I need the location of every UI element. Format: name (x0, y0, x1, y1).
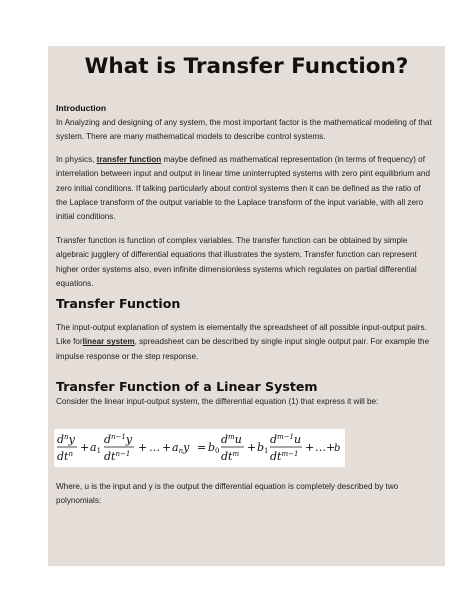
svg-text:dtm: $dt^m$ (221, 450, 240, 463)
svg-text:+: + (305, 441, 315, 454)
eq-term-dn1y (104, 433, 134, 463)
svg-text:=: = (197, 441, 207, 454)
svg-text:dtn: $dt^n$ (57, 450, 73, 463)
eq-term-dmu-dtm (221, 433, 244, 463)
svg-text:b: b (334, 443, 341, 454)
svg-text:b0: b0 (208, 441, 220, 455)
svg-text:…: … (149, 441, 160, 454)
linear-system-paragraph: Consider the linear input-output system, the differential equation (1) that express it will be: (56, 397, 379, 406)
eq-term-dm1u (270, 433, 302, 463)
differential-equation (54, 429, 345, 467)
intro-paragraph-2 (56, 153, 434, 224)
transfer-function-link[interactable]: transfer function (96, 155, 162, 164)
linear-system-link[interactable]: linear system (82, 337, 135, 347)
p2-text-end: maybe defined as mathematical representation (in terms of frequency) of interrelation between input and output in linear time uninterrupted systems with zero pint equilibrium and zero initial conditions. If talking particularly about control systems then it can be defined as the ratio of the Laplace transform of the output variable to the Laplace transform of the input variable, with all zero initial conditions. (56, 155, 430, 222)
svg-text:…: … (315, 441, 326, 454)
linear-system-heading: Transfer Function of a Linear System (56, 379, 318, 394)
transfer-function-paragraph (56, 321, 434, 364)
eq-term-dny-dtn (57, 433, 77, 463)
svg-text:dmu: $d^mu$ (221, 433, 242, 446)
svg-text:dtn−1: $dt^{n-1}$ (104, 450, 131, 463)
svg-text:dny: $d^ny$ (57, 433, 75, 446)
intro-paragraph-3: Transfer function is function of complex variables. The transfer function can be obtained by simple algebraic jugglery of differential equations that illustrates the system. Transfer function can represent higher order systems also, even infinite dimensionless systems which regulates on partial differential equations. (56, 236, 417, 288)
document-page (48, 46, 445, 566)
transfer-function-heading: Transfer Function (56, 296, 181, 311)
tf-text-start: The input-output explanation of system is elementally the spreadsheet of all possible input-output pairs. Like for (56, 323, 427, 347)
svg-text:+: + (162, 441, 172, 454)
svg-text:dn−1y: $d^{n-1}y$ (104, 433, 133, 446)
intro-paragraph-1: In Analyzing and designing of any system, the most important factor is the mathematical modeling of that system. There are many mathematical models to describe control systems. (56, 118, 432, 142)
svg-text:+: + (138, 441, 148, 454)
svg-text:+: + (326, 441, 336, 454)
introduction-heading: Introduction (56, 103, 107, 113)
svg-text:b1: b1 (257, 441, 269, 455)
svg-text:+: + (247, 441, 257, 454)
page-title: What is Transfer Function? (84, 54, 409, 79)
svg-text:any: any (172, 441, 190, 455)
p2-text-start: In physics, (56, 155, 97, 164)
svg-text:a1: a1 (90, 441, 102, 455)
polynomials-paragraph: Where, u is the input and y is the output the differential equation is completely described by two polynomials: (56, 482, 399, 506)
svg-text:dtm−1: $dt^{m-1}$ (270, 450, 299, 463)
svg-text:+: + (80, 441, 90, 454)
tf-text-end: , spreadsheet can be described by single input single output pair. For example the impulse response or the step response. (56, 337, 430, 361)
svg-text:dm−1u: $d^{m-1}u$ (270, 433, 302, 446)
